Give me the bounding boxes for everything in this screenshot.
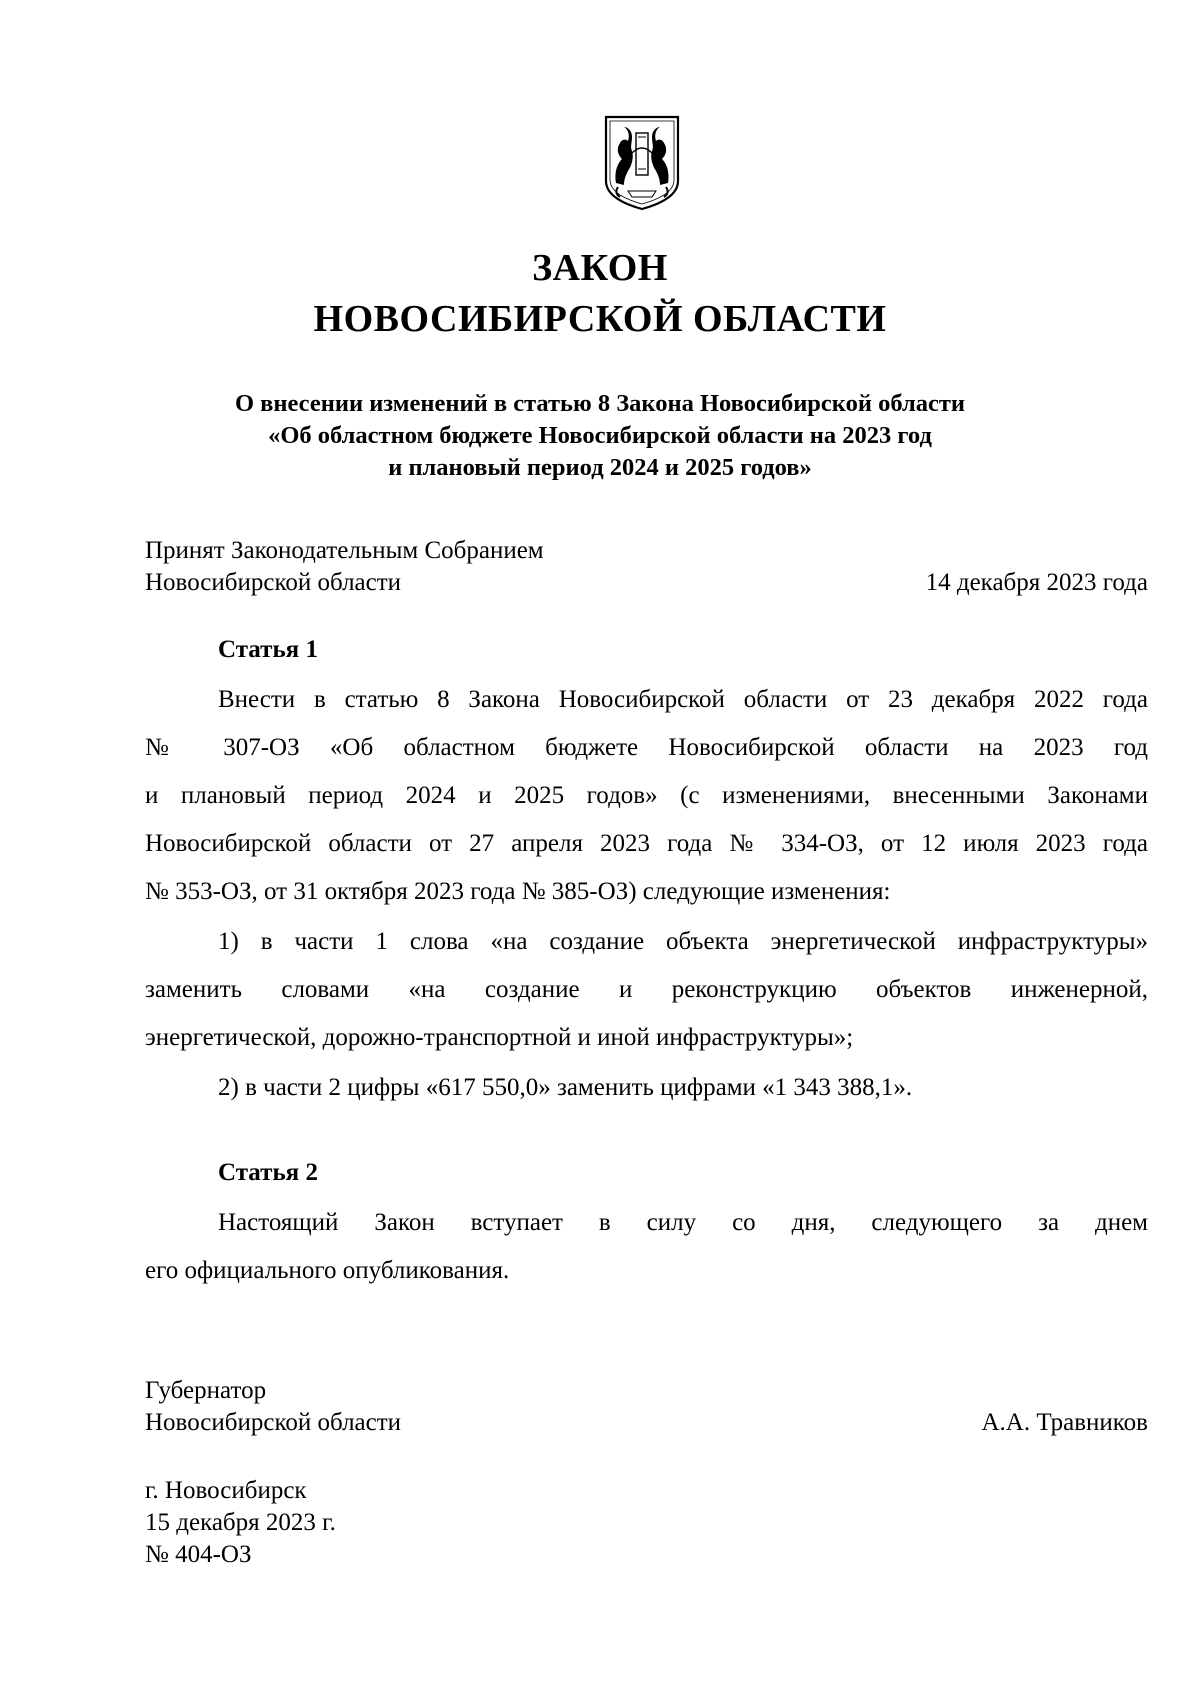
law-number: № 404-ОЗ xyxy=(145,1541,252,1568)
law-title: ЗАКОН xyxy=(532,247,668,289)
signing-date: 15 декабря 2023 г. xyxy=(145,1509,336,1536)
article-1-paragraph-1-line-1: Внести в статью 8 Закона Новосибирской области от 23 декабря 2022 года xyxy=(218,686,1148,713)
signatory-title-line-1: Губернатор xyxy=(145,1377,267,1404)
article-2-paragraph-line-2: его официального опубликования. xyxy=(145,1257,510,1284)
article-2-paragraph-line-1: Настоящий Закон вступает в силу со дня, следующего за днем xyxy=(218,1209,1148,1236)
signing-city: г. Новосибирск xyxy=(145,1477,307,1504)
adopted-by-line-1: Принят Законодательным Собранием xyxy=(145,537,544,564)
signatory-name: А.А. Травников xyxy=(981,1409,1148,1436)
article-1-paragraph-1-line-4: Новосибирской области от 27 апреля 2023 года № 334-ОЗ, от 12 июля 2023 года xyxy=(145,830,1148,857)
law-region: НОВОСИБИРСКОЙ ОБЛАСТИ xyxy=(313,298,887,340)
article-1-item-1-line-1: 1) в части 1 слова «на создание объекта энергетической инфраструктуры» xyxy=(218,928,1148,955)
article-1-paragraph-1-line-2: № 307-ОЗ «Об областном бюджете Новосибирской области на 2023 год xyxy=(145,734,1148,761)
coat-of-arms-icon xyxy=(602,113,682,213)
article-1-heading: Статья 1 xyxy=(218,636,318,663)
article-1-item-1-line-3: энергетической, дорожно-транспортной и иной инфраструктуры»; xyxy=(145,1024,854,1051)
article-1-paragraph-1-line-5: № 353-ОЗ, от 31 октября 2023 года № 385-ОЗ) следующие изменения: xyxy=(145,878,891,905)
adoption-date: 14 декабря 2023 года xyxy=(925,569,1148,596)
signatory-title-line-2: Новосибирской области xyxy=(145,1409,402,1436)
article-2-heading: Статья 2 xyxy=(218,1159,318,1186)
article-1-paragraph-1-line-3: и плановый период 2024 и 2025 годов» (с изменениями, внесенными Законами xyxy=(145,782,1148,809)
article-1-item-2: 2) в части 2 цифры «617 550,0» заменить цифрами «1 343 388,1». xyxy=(218,1074,913,1101)
law-subject-line-3: и плановый период 2024 и 2025 годов» xyxy=(388,454,812,481)
article-1-item-1-line-2: заменить словами «на создание и реконструкцию объектов инженерной, xyxy=(145,976,1148,1003)
adopted-by-line-2: Новосибирской области xyxy=(145,569,402,596)
law-subject-line-1: О внесении изменений в статью 8 Закона Новосибирской области xyxy=(234,390,966,417)
law-subject-line-2: «Об областном бюджете Новосибирской области на 2023 год xyxy=(268,422,932,449)
